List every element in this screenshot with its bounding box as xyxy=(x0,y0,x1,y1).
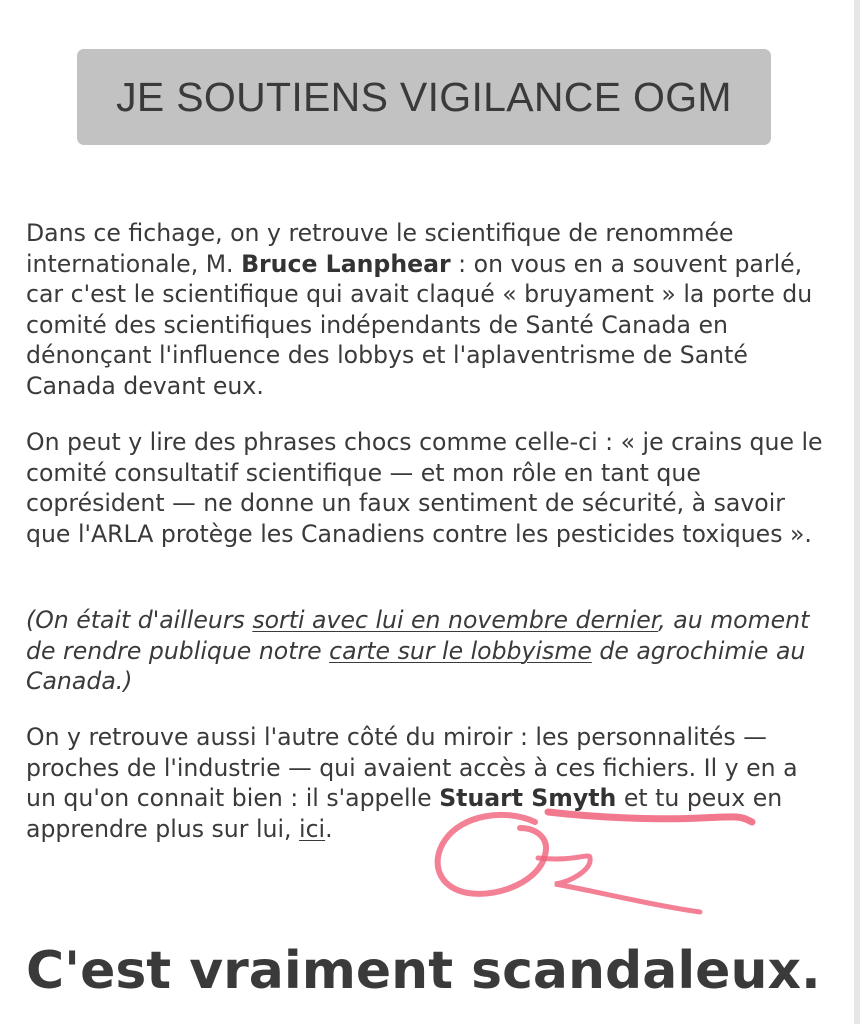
arrow-tail-icon xyxy=(538,856,700,912)
ici-link[interactable]: ici xyxy=(299,814,326,843)
paragraph-quote xyxy=(26,427,826,549)
person-name-smyth: Stuart Smyth xyxy=(439,784,617,812)
paragraph-text: de agrochimie au Canada.) xyxy=(26,636,806,695)
paragraph-text: On y retrouve aussi l'autre côté du miroir : les personnalités — proches de l'industrie — qui avaient accès à ces fichiers. Il y en a un qu'on connait bien : il s'appelle xyxy=(26,723,798,812)
paragraph-text: . xyxy=(325,814,333,843)
paragraph-text: Dans ce fichage, on y retrouve le scientifique de renommée internationale, M. xyxy=(26,219,734,278)
paragraph-text: On peut y lire des phrases chocs comme celle-ci : « je crains que le comité consultatif scientifique — et mon rôle en tant que coprésident — ne donne un faux sentiment de sécurité, à savoir que l'ARLA protège les Canadiens contre les pesticides toxiques ». xyxy=(26,428,823,548)
paragraph-lanphear xyxy=(26,218,826,401)
paragraph-text: et tu peux en apprendre plus sur lui, xyxy=(26,784,783,843)
support-vigilance-ogm-button[interactable]: JE SOUTIENS VIGILANCE OGM xyxy=(77,49,771,145)
paragraph-aside xyxy=(26,605,826,697)
page-edge xyxy=(854,0,860,1024)
november-article-link[interactable]: sorti avec lui en novembre dernier xyxy=(252,606,659,634)
paragraph-text: , au moment de rendre publique notre xyxy=(26,606,810,665)
person-name-lanphear: Bruce Lanphear xyxy=(241,249,451,278)
lobbying-map-link[interactable]: carte sur le lobbyisme xyxy=(329,636,592,665)
paragraph-text: : on vous en a souvent parlé, car c'est le scientifique qui avait claqué « bruyament » la porte du comité des scientifiques indépendants de Santé Canada en dénonçant l'influence des lobbys et l'aplaventrisme de Santé Canada devant eux. xyxy=(26,249,813,400)
paragraph-text: (On était d'ailleurs xyxy=(26,606,253,634)
headline: C'est vraiment scandaleux. xyxy=(26,941,821,1001)
paragraph-smyth xyxy=(26,722,826,844)
